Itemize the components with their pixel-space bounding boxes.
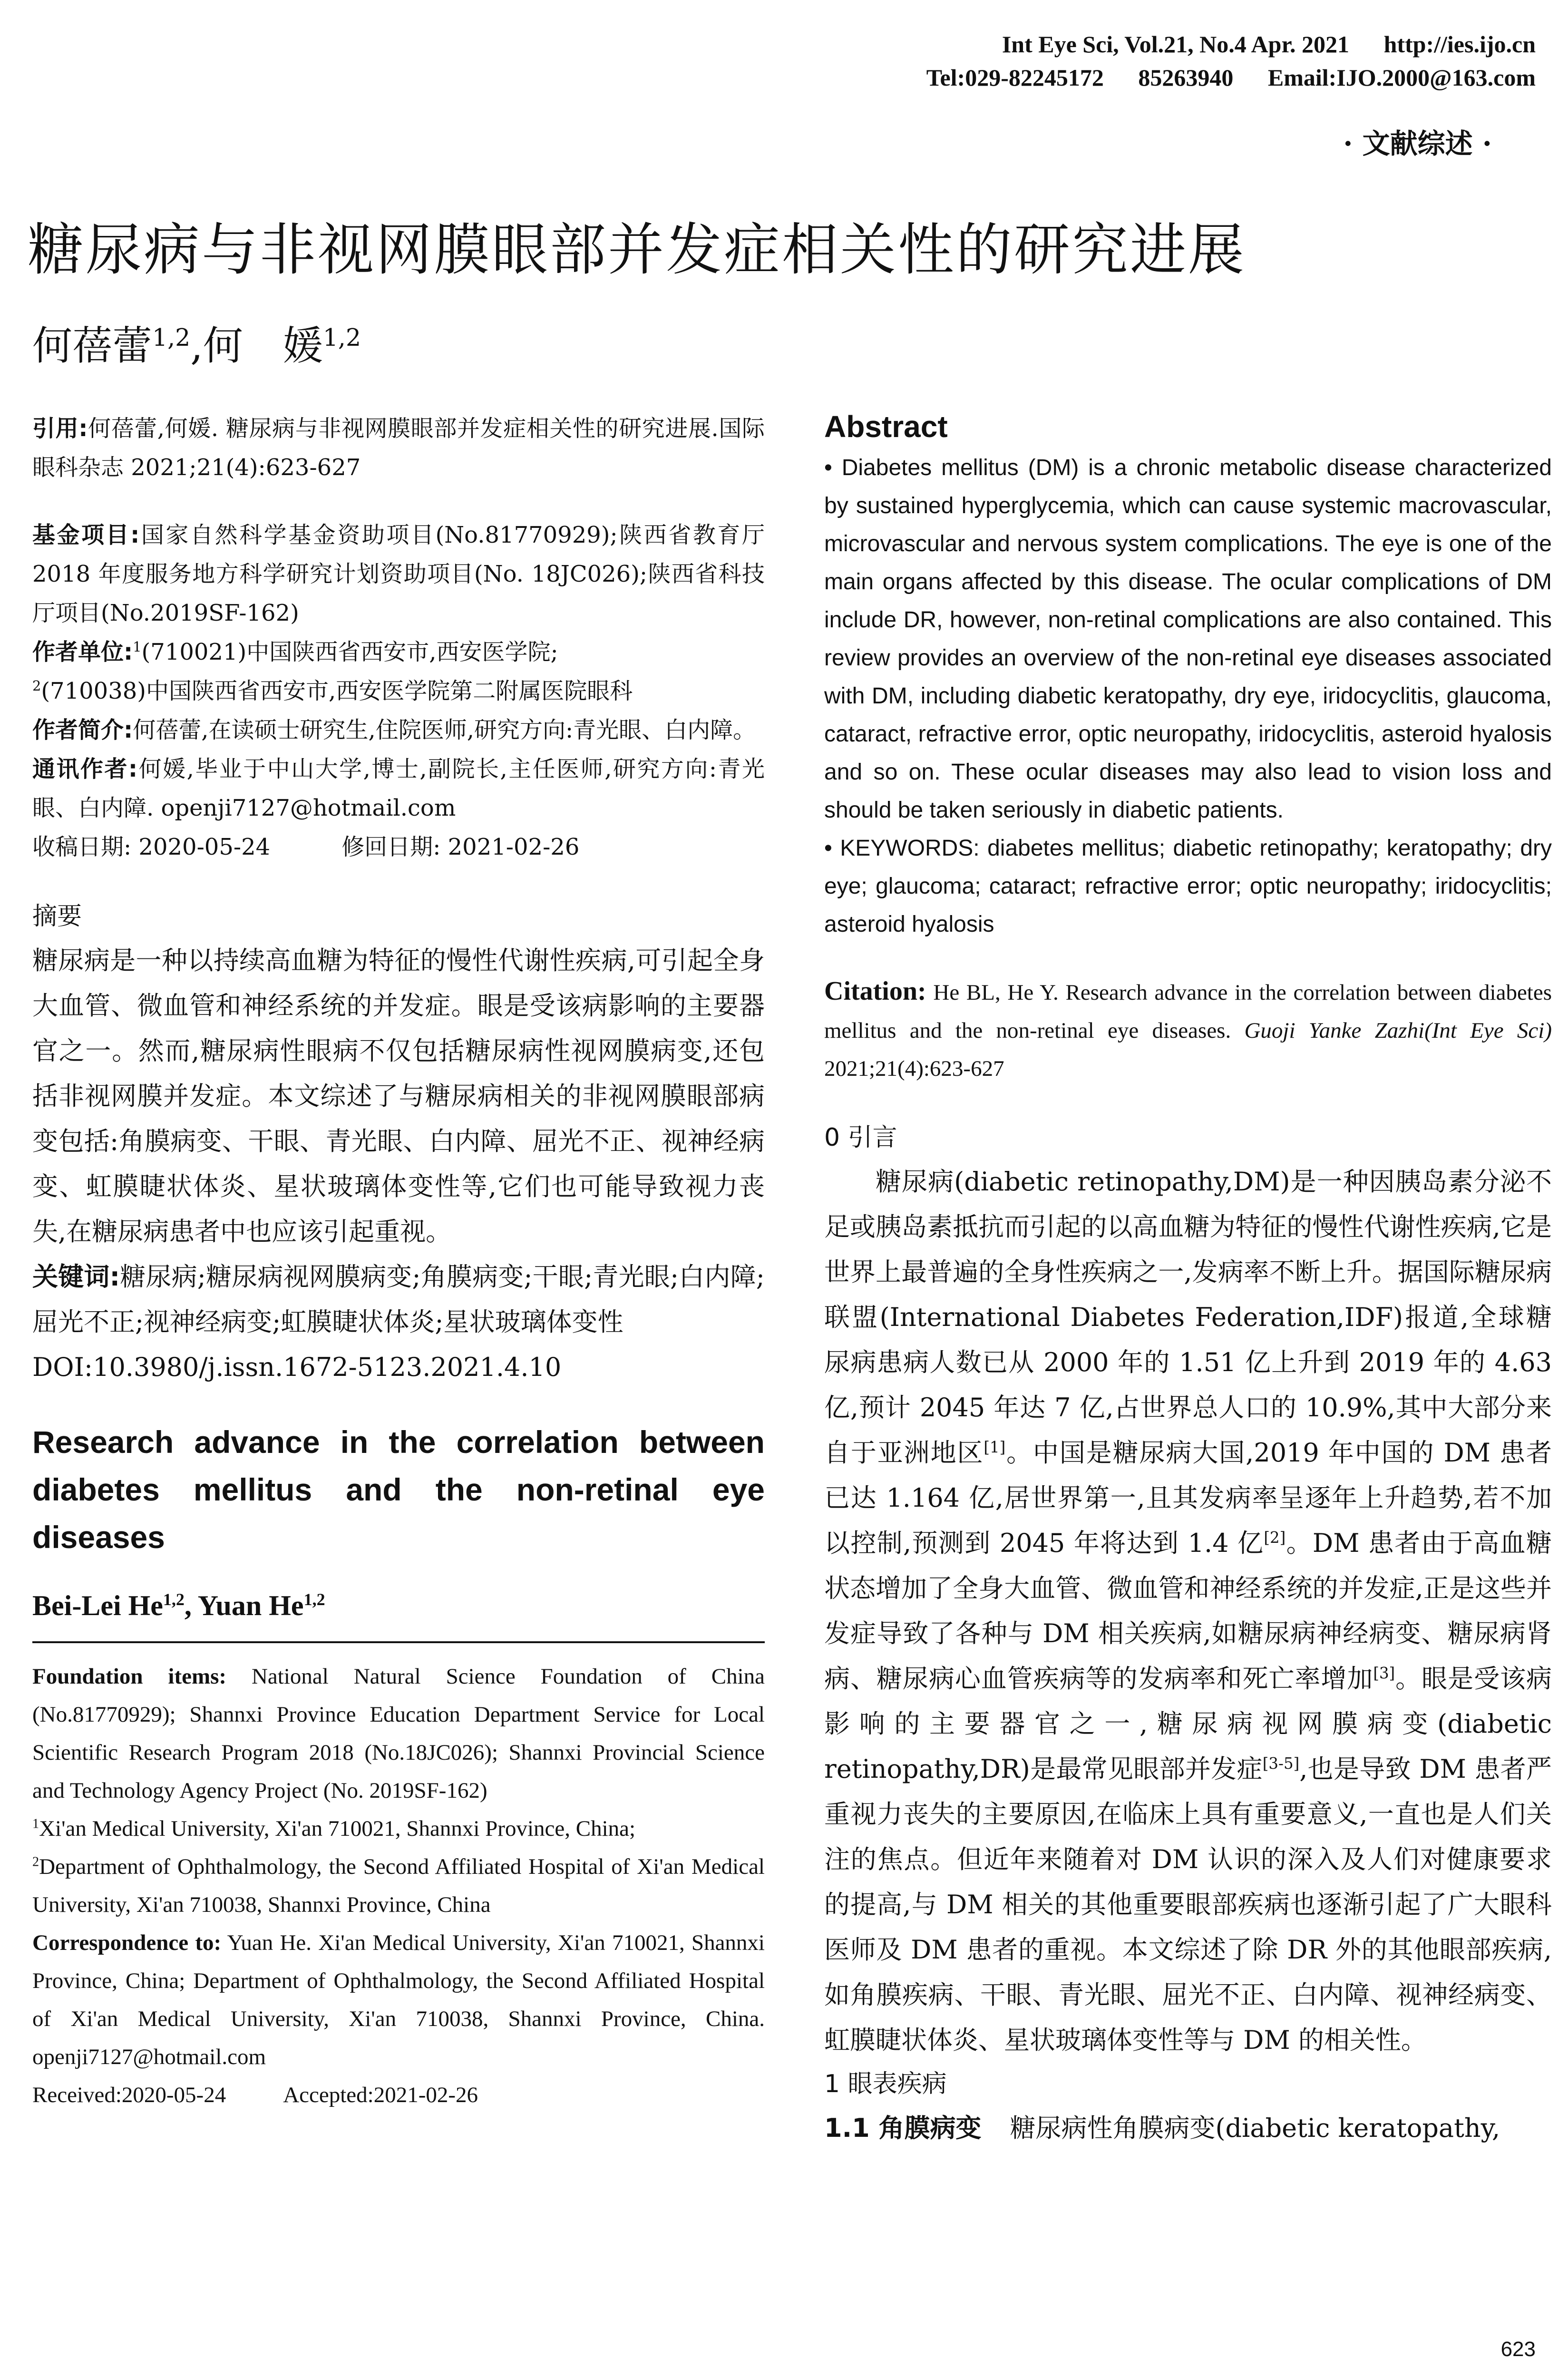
keywords-label: 关键词: bbox=[32, 1262, 120, 1292]
page-number: 623 bbox=[1500, 2338, 1536, 2361]
funding-text: 国家自然科学基金资助项目(No.81770929);陕西省教育厅 2018 年度服务地方科学研究计划资助项目(No. 18JC026);陕西省科技厅项目(No.2019SF-162) bbox=[32, 522, 765, 626]
affiliation-label: 作者单位: bbox=[32, 639, 133, 665]
journal-url[interactable]: http://ies.ijo.cn bbox=[1383, 31, 1536, 58]
citation-text: 何蓓蕾,何媛. 糖尿病与非视网膜眼部并发症相关性的研究进展.国际眼科杂志 2021;21(4):623-627 bbox=[32, 415, 765, 481]
ref-3[interactable]: [3] bbox=[1373, 1664, 1395, 1682]
corresponding-text: 何媛,毕业于中山大学,博士,副院长,主任医师,研究方向:青光眼、白内障. openji7127@hotmail.com bbox=[32, 756, 765, 821]
english-author-1-affil: 1,2 bbox=[163, 1590, 185, 1609]
journal-email[interactable]: Email:IJO.2000@163.com bbox=[1267, 64, 1536, 91]
corresponding-author-cn bbox=[32, 750, 765, 828]
foundation-label: Foundation items: bbox=[32, 1664, 227, 1689]
ref-4[interactable]: [3-5] bbox=[1262, 1754, 1300, 1773]
english-author-2-affil: 1,2 bbox=[303, 1590, 325, 1609]
affiliation-en-text-1: Xi'an Medical University, Xi'an 710021, Shannxi Province, China; bbox=[39, 1816, 636, 1841]
journal-issue: Int Eye Sci, Vol.21, No.4 Apr. 2021 bbox=[1002, 31, 1350, 58]
abstract-heading-cn: 摘要 bbox=[32, 902, 82, 931]
funding-label: 基金项目: bbox=[32, 522, 140, 548]
foundation-text: National Natural Science Foundation of China (No.81770929); Shannxi Province Education Department Service for Local Scientific Research Program 2018 (No.18JC026); Shannxi Provincial Science and Technology Agency Project (No. 2019SF-162) bbox=[32, 1664, 765, 1803]
author-line-cn: 何蓓蕾$^{1,2}$,何 媛$^{1,2}$ bbox=[32, 322, 361, 369]
section-1-heading: 1 眼表疾病 bbox=[824, 2070, 947, 2098]
intro-text-3: 。DM 患者由于高血糖状态增加了全身大血管、微血管和神经系统的并发症,正是这些并发症导致了各种与 DM 相关疾病,如糖尿病神经病变、糖尿病肾病、糖尿病心血管疾病等的发病率和死亡率增加 bbox=[824, 1528, 1552, 1694]
received-date: 收稿日期: 2020-05-24 bbox=[32, 834, 271, 860]
abstract-heading-en: Abstract bbox=[824, 409, 948, 444]
section-1-1 bbox=[824, 2105, 1552, 2151]
affiliation-text-2: (710038)中国陕西省西安市,西安医学院第二附属医院眼科 bbox=[41, 678, 633, 704]
keywords-en: • KEYWORDS: diabetes mellitus; diabetic retinopathy; keratopathy; dry eye; glaucoma; cataract; refractive error; optic neuropathy; iridocyclitis; asteroid hyalosis bbox=[824, 836, 1552, 937]
doi[interactable]: DOI:10.3980/j.issn.1672-5123.2021.4.10 bbox=[32, 1352, 562, 1382]
received-en: Received:2020-05-24 bbox=[32, 2083, 226, 2107]
funding-cn bbox=[32, 516, 765, 633]
correspondence-text: Yuan He. Xi'an Medical University, Xi'an 710021, Shannxi Province, China; Department of Ophthalmology, the Second Affiliated Hospital of Xi'an Medical University, Xi'an 710038, Shannxi Province, China. openji7127@hotmail.com bbox=[32, 1930, 765, 2069]
ref-2[interactable]: [2] bbox=[1264, 1529, 1286, 1547]
affiliation-sup-1: 1 bbox=[133, 639, 142, 655]
keywords-text: 糖尿病;糖尿病视网膜病变;角膜病变;干眼;青光眼;白内障;屈光不正;视神经病变;虹膜睫状体炎;星状玻璃体变性 bbox=[32, 1262, 765, 1337]
dates-cn bbox=[32, 828, 765, 867]
running-header bbox=[775, 28, 1536, 94]
section-1-1-text: 糖尿病性角膜病变(diabetic keratopathy, bbox=[1010, 2113, 1500, 2143]
intro-text-4: 。眼是受该病影响的主要器官之一,糖尿病视网膜病变(diabetic retinopathy,DR)是最常见眼部并发症 bbox=[824, 1664, 1552, 1784]
citation-cn bbox=[32, 409, 765, 487]
journal-tel-2: 85263940 bbox=[1138, 64, 1234, 91]
revised-date: 修回日期: 2021-02-26 bbox=[341, 834, 580, 860]
foundation-items bbox=[32, 1657, 765, 1810]
keywords-cn bbox=[32, 1254, 765, 1344]
journal-tel: Tel:029-82245172 bbox=[926, 64, 1104, 91]
affiliation-sup-2: 2 bbox=[32, 678, 41, 694]
dates-en bbox=[32, 2076, 765, 2114]
author-1-affil: 1,2 bbox=[152, 323, 191, 351]
citation-en-label: Citation: bbox=[824, 976, 926, 1006]
citation-en bbox=[824, 972, 1552, 1088]
affiliation-en-text-2: Department of Ophthalmology, the Second Affiliated Hospital of Xi'an Medical University, Xi'an 710038, Shannxi Province, China bbox=[32, 1854, 765, 1917]
citation-journal: Guoji Yanke Zazhi(Int Eye Sci) bbox=[1244, 1018, 1552, 1043]
correspondence-en bbox=[32, 1924, 765, 2076]
author-bio bbox=[32, 711, 765, 750]
english-authors: Bei-Lei He$^{1,2}$, Yuan He$^{1,2}$ bbox=[32, 1590, 325, 1621]
citation-en-text: He BL, He Y. Research advance in the correlation between diabetes mellitus and the non-retinal eye diseases. bbox=[824, 980, 1552, 1043]
affiliation-en-sup-2: 2 bbox=[32, 1854, 39, 1870]
correspondence-label: Correspondence to: bbox=[32, 1930, 222, 1955]
affiliation-text-1: (710021)中国陕西省西安市,西安医学院; bbox=[141, 639, 558, 665]
intro-paragraph bbox=[824, 1159, 1552, 2063]
intro-text-5: ,也是导致 DM 患者严重视力丧失的主要原因,在临床上具有重要意义,一直也是人们关注的焦点。但近年来随着对 DM 认识的深入及人们对健康要求的提高,与 DM 相关的其他重要眼部疾病也逐渐引起了广大眼科医师及 DM 患者的重视。本文综述了除 DR 外的其他眼部疾病,如角膜疾病、干眼、青光眼、屈光不正、白内障、视神经病变、虹膜睫状体炎、星状玻璃体变性等与 DM 的相关性。 bbox=[824, 1754, 1552, 2055]
author-2-affil: 1,2 bbox=[322, 323, 361, 351]
intro-text-1: 糖尿病(diabetic retinopathy,DM)是一种因胰岛素分泌不足或胰岛素抵抗而引起的以高血糖为特征的慢性代谢性疾病,它是世界上最普遍的全身性疾病之一,发病率不断上升。据国际糖尿病联盟(International Diabetes Federation,IDF)报道,全球糖尿病患病人数已从 2000 年的 1.51 亿上升到 2019 年的 4.63 亿,预计 2045 年达 7 亿,占世界总人口的 10.9%,其中大部分来自于亚洲地区 bbox=[824, 1167, 1552, 1468]
english-author-2: Yuan He bbox=[197, 1590, 304, 1621]
english-title: Research advance in the correlation between diabetes mellitus and the non-retinal eye diseases bbox=[32, 1424, 765, 1555]
right-column bbox=[824, 409, 1552, 2151]
citation-volume: 2021;21(4):623-627 bbox=[824, 1056, 1004, 1081]
section-1-1-heading: 1.1 角膜病变 bbox=[824, 2113, 982, 2143]
english-author-1: Bei-Lei He bbox=[32, 1590, 163, 1621]
ref-1[interactable]: [1] bbox=[984, 1438, 1006, 1456]
affiliation-cn bbox=[32, 633, 765, 711]
citation-label: 引用: bbox=[32, 415, 88, 442]
intro-text-2: 。中国是糖尿病大国,2019 年中国的 DM 患者已达 1.164 亿,居世界第一,且其发病率呈逐年上升趋势,若不加以控制,预测到 2045 年将达到 1.4 亿 bbox=[824, 1438, 1552, 1558]
bio-text: 何蓓蕾,在读硕士研究生,住院医师,研究方向:青光眼、白内障。 bbox=[133, 717, 756, 743]
affiliation-en-1 bbox=[32, 1810, 765, 1848]
abstract-text-cn: 糖尿病是一种以持续高血糖为特征的慢性代谢性疾病,可引起全身大血管、微血管和神经系统的并发症。眼是受该病影响的主要器官之一。然而,糖尿病性眼病不仅包括糖尿病性视网膜病变,还包括非视网膜并发症。本文综述了与糖尿病相关的非视网膜眼部病变包括:角膜病变、干眼、青光眼、白内障、屈光不正、视神经病变、虹膜睫状体炎、星状玻璃体变性等,它们也可能导致视力丧失,在糖尿病患者中也应该引起重视。 bbox=[32, 945, 765, 1247]
accepted-en: Accepted:2021-02-26 bbox=[283, 2083, 478, 2107]
author-1: 何蓓蕾 bbox=[32, 322, 153, 369]
bio-label: 作者简介: bbox=[32, 717, 133, 743]
affiliation-en-sup-1: 1 bbox=[32, 1816, 39, 1831]
left-column bbox=[32, 409, 765, 2114]
section-tag: · 文献综述 · bbox=[1343, 127, 1492, 160]
article-title: 糖尿病与非视网膜眼部并发症相关性的研究进展 bbox=[28, 217, 1247, 283]
divider bbox=[32, 1641, 765, 1643]
corresponding-label: 通讯作者: bbox=[32, 756, 138, 782]
author-2: 何 媛 bbox=[203, 322, 323, 369]
affiliation-en-2 bbox=[32, 1848, 765, 1924]
abstract-text-en: • Diabetes mellitus (DM) is a chronic metabolic disease characterized by sustained hyperglycemia, which can cause systemic macrovascular, microvascular and nervous system complications. The eye is one of the main organs affected by this disease. The ocular complications of DM include DR, however, non-retinal complications are also contained. This review provides an overview of the non-retinal eye diseases associated with DM, including diabetic keratopathy, dry eye, iridocyclitis, glaucoma, cataract, refractive error, optic neuropathy, iridocyclitis, asteroid hyalosis and so on. These ocular diseases may also lead to vision loss and should be taken seriously in diabetic patients. bbox=[824, 455, 1552, 823]
intro-heading: 0 引言 bbox=[824, 1123, 897, 1152]
